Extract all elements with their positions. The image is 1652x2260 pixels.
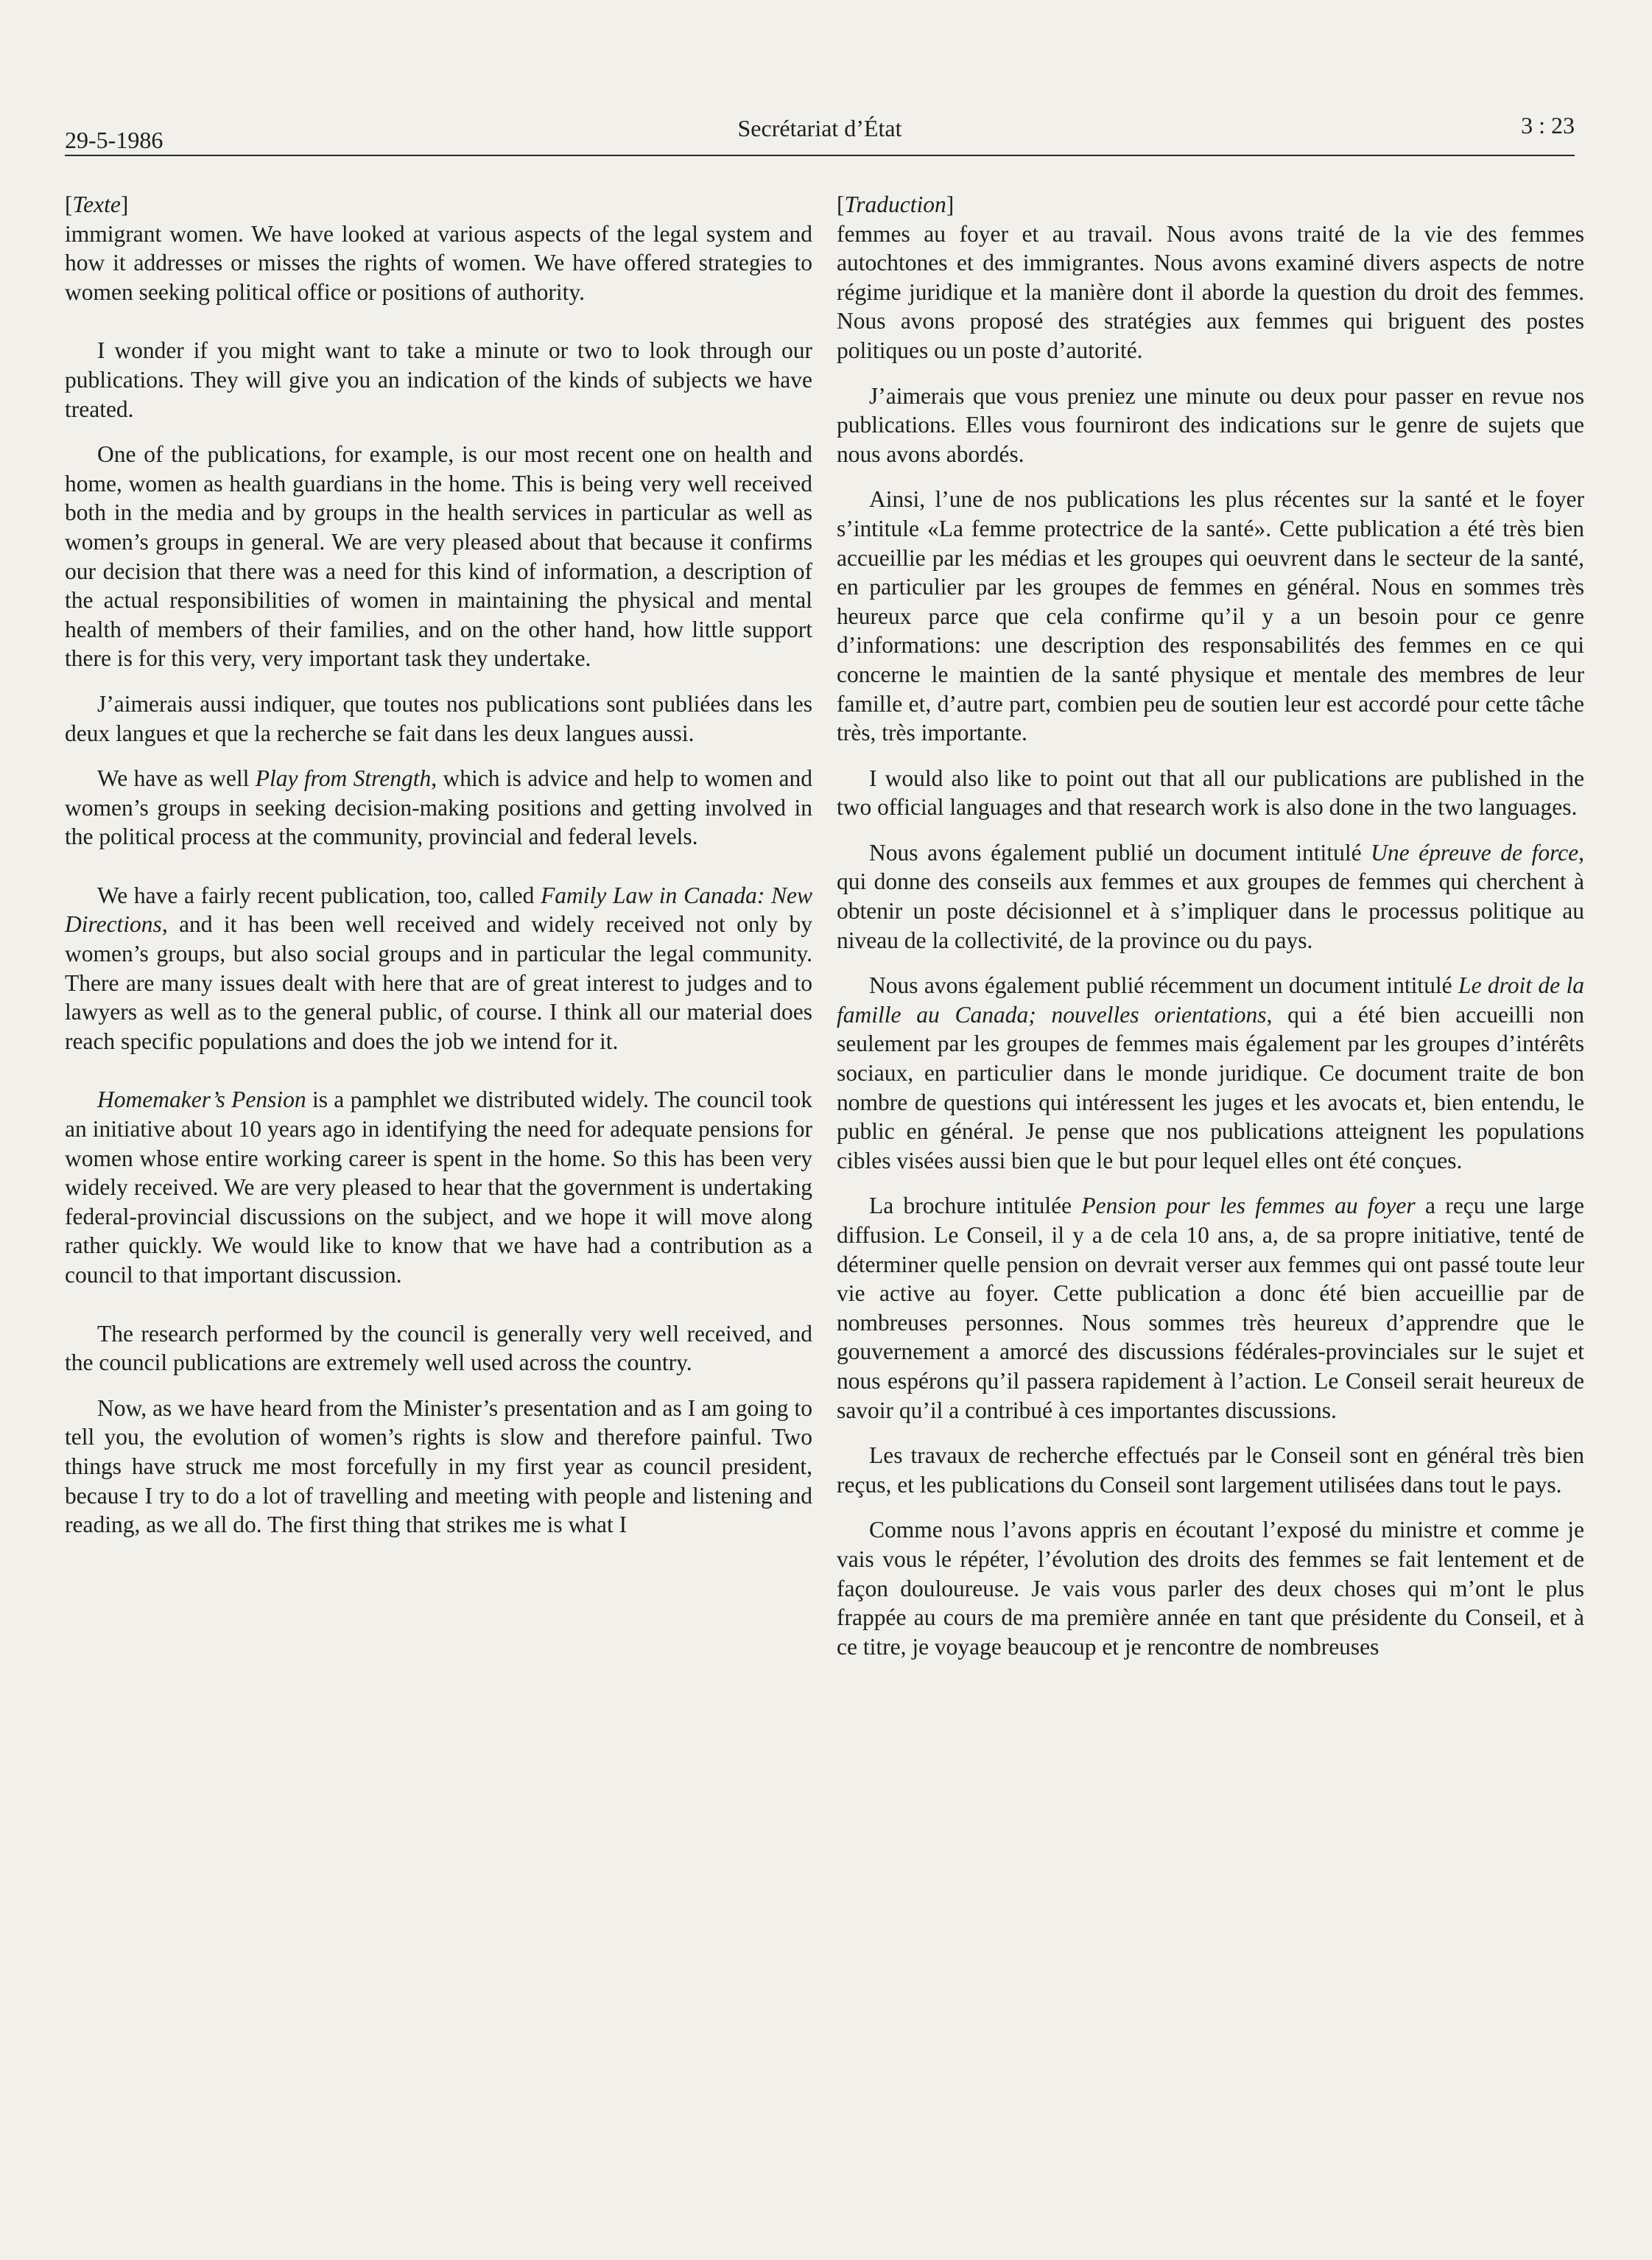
publication-title: Pension pour les femmes au foyer (1081, 1193, 1416, 1219)
publication-title: Homemaker’s Pension (97, 1087, 306, 1113)
page-header (65, 109, 1575, 156)
header-page-number: 3 : 23 (1521, 112, 1575, 138)
publication-title: Une épreuve de force (1371, 839, 1579, 866)
section-label-texte: [Texte] (65, 192, 129, 217)
paragraph: I would also like to point out that all our publications are published in the two official languages and that research work is also done in the two languages. (837, 765, 1584, 821)
paragraph: Homemaker’s Pension is a pamphlet we distributed widely. The council took an initiative about 10 years ago in identifying the need for adequate pensions for women whose entire working career is spent in the home. So this has been very widely received. We are very pleased to hear that the government is undertaking federal-provincial discussions on the subject, and we hope it will move along rather quickly. We would like to know that we have had a contribution as a council to that important discussion. (65, 1087, 812, 1288)
publication-title: Family Law in Canada: New Directions (65, 882, 812, 938)
paragraph: La brochure intitulée Pension pour les femmes au foyer a reçu une large diffusion. Le Conseil, il y a de cela 10 ans, a, de sa propre initiative, tenté de déterminer quelle pension on devrait verser aux femmes qui ont passé toute leur vie active au foyer. Cette publication a donc été bien accueillie par de nombreuses personnes. Nous sommes très heureux d’apprendre que le gouvernement a amorcé des discussions fédérales-provinciales sur le sujet et nous espérons qu’il passera rapidement à l’action. Le Conseil serait heureux de savoir qu’il a contribué à ces importantes discussions. (837, 1193, 1584, 1423)
paragraph: I wonder if you might want to take a minute or two to look through our publications. They will give you an indication of the kinds of subjects we have treated. (65, 337, 812, 422)
french-column (837, 190, 1584, 1677)
section-label-traduction: [Traduction] (837, 192, 955, 217)
paragraph: Now, as we have heard from the Minister’s presentation and as I am going to tell you, the evolution of women’s rights is slow and therefore painful. Two things have struck me most forcefully in my first year as council president, because I try to do a lot of travelling and meeting with people and listening and reading, as we all do. The first thing that strikes me is what I (65, 1394, 812, 1538)
paragraph: Ainsi, l’une de nos publications les plus récentes sur la santé et le foyer s’intitule «La femme protectrice de la santé». Cette publication a été très bien accueillie par les médias et les groupes qui oeuvrent dans le secteur de la santé, en particulier par les groupes de femmes en général. Nous en sommes très heureux parce que cela confirme qu’il y a un besoin pour ce genre d’informations: une description des responsabilités des femmes en ce qui concerne le maintien de la santé physique et mentale des membres de leur famille et, d’autre part, combien peu de soutien leur est accordé pour cette tâche très, très importante. (837, 486, 1584, 746)
header-date: 29-5-1986 (65, 127, 164, 153)
paragraph: femmes au foyer et au travail. Nous avons traité de la vie des femmes autochtones et des immigrantes. Nous avons examiné divers aspects de notre régime juridique et la manière dont il aborde la question du droit des femmes. Nous avons proposé des stratégies aux femmes qui briguent des postes politiques ou un poste d’autorité. (837, 220, 1584, 363)
paragraph: One of the publications, for example, is our most recent one on health and home, women as health guardians in the home. This is being very well received both in the media and by groups in the health services in particular as well as women’s groups in general. We are very pleased about that because it confirms our decision that there was a need for this kind of information, a description of the actual responsibilities of women in maintaining the physical and mental health of members of their families, and on the other hand, how little support there is for this very, very important task they undertake. (65, 441, 812, 672)
paragraph: immigrant women. We have looked at various aspects of the legal system and how it addresses or misses the rights of women. We have offered strategies to women seeking political office or positions of authority. (65, 220, 812, 305)
paragraph: J’aimerais que vous preniez une minute ou deux pour passer en revue nos publications. Elles vous fourniront des indications sur le genre de sujets que nous avons abordés. (837, 382, 1584, 467)
paragraph: We have a fairly recent publication, too, called Family Law in Canada: New Directions, and it has been well received and widely received not only by women’s groups, but also social groups and in particular the legal community. There are many issues dealt with here that are of great interest to judges and to lawyers as well as to the general public, of course. I think all our material does reach specific populations and does the job we intend for it. (65, 882, 812, 1054)
publication-title: Play from Strength (255, 765, 432, 792)
header-title: Secrétariat d’État (737, 115, 902, 141)
paragraph: Nous avons également publié un document intitulé Une épreuve de force, qui donne des conseils aux femmes et aux groupes de femmes qui cherchent à obtenir un poste décisionnel et à s’impliquer dans le processus politique au niveau de la collectivité, de la province ou du pays. (837, 839, 1584, 953)
publication-title: Le droit de la famille au Canada; nouvelles orientations (837, 972, 1584, 1028)
paragraph: The research performed by the council is generally very well received, and the council publications are extremely well used across the country. (65, 1320, 812, 1376)
paragraph: Les travaux de recherche effectués par le Conseil sont en général très bien reçus, et les publications du Conseil sont largement utilisées dans tout le pays. (837, 1442, 1584, 1498)
english-column (65, 190, 812, 1556)
paragraph: J’aimerais aussi indiquer, que toutes nos publications sont publiées dans les deux langues et que la recherche se fait dans les deux langues aussi. (65, 690, 812, 746)
paragraph: We have as well Play from Strength, which is advice and help to women and women’s groups in seeking decision-making positions and getting involved in the political process at the community, provincial and federal levels. (65, 765, 813, 850)
paragraph: Nous avons également publié récemment un document intitulé Le droit de la famille au Canada; nouvelles orientations, qui a été bien accueilli non seulement par les groupes de femmes mais également par les groupes d’intérêts sociaux, en particulier dans le monde juridique. Ce document traite de bon nombre de questions qui intéressent les juges et les avocats et, bien entendu, le public en général. Je pense que nos publications atteignent les populations cibles visées aussi bien que le but pour lequel elles ont été conçues. (837, 972, 1584, 1173)
paragraph: Comme nous l’avons appris en écoutant l’exposé du ministre et comme je vais vous le répéter, l’évolution des droits des femmes se fait lentement et de façon douloureuse. Je vais vous parler des deux choses qui m’ont le plus frappée au cours de ma première année en tant que présidente du Conseil, et à ce titre, je voyage beaucoup et je rencontre de nombreuses (837, 1517, 1584, 1660)
